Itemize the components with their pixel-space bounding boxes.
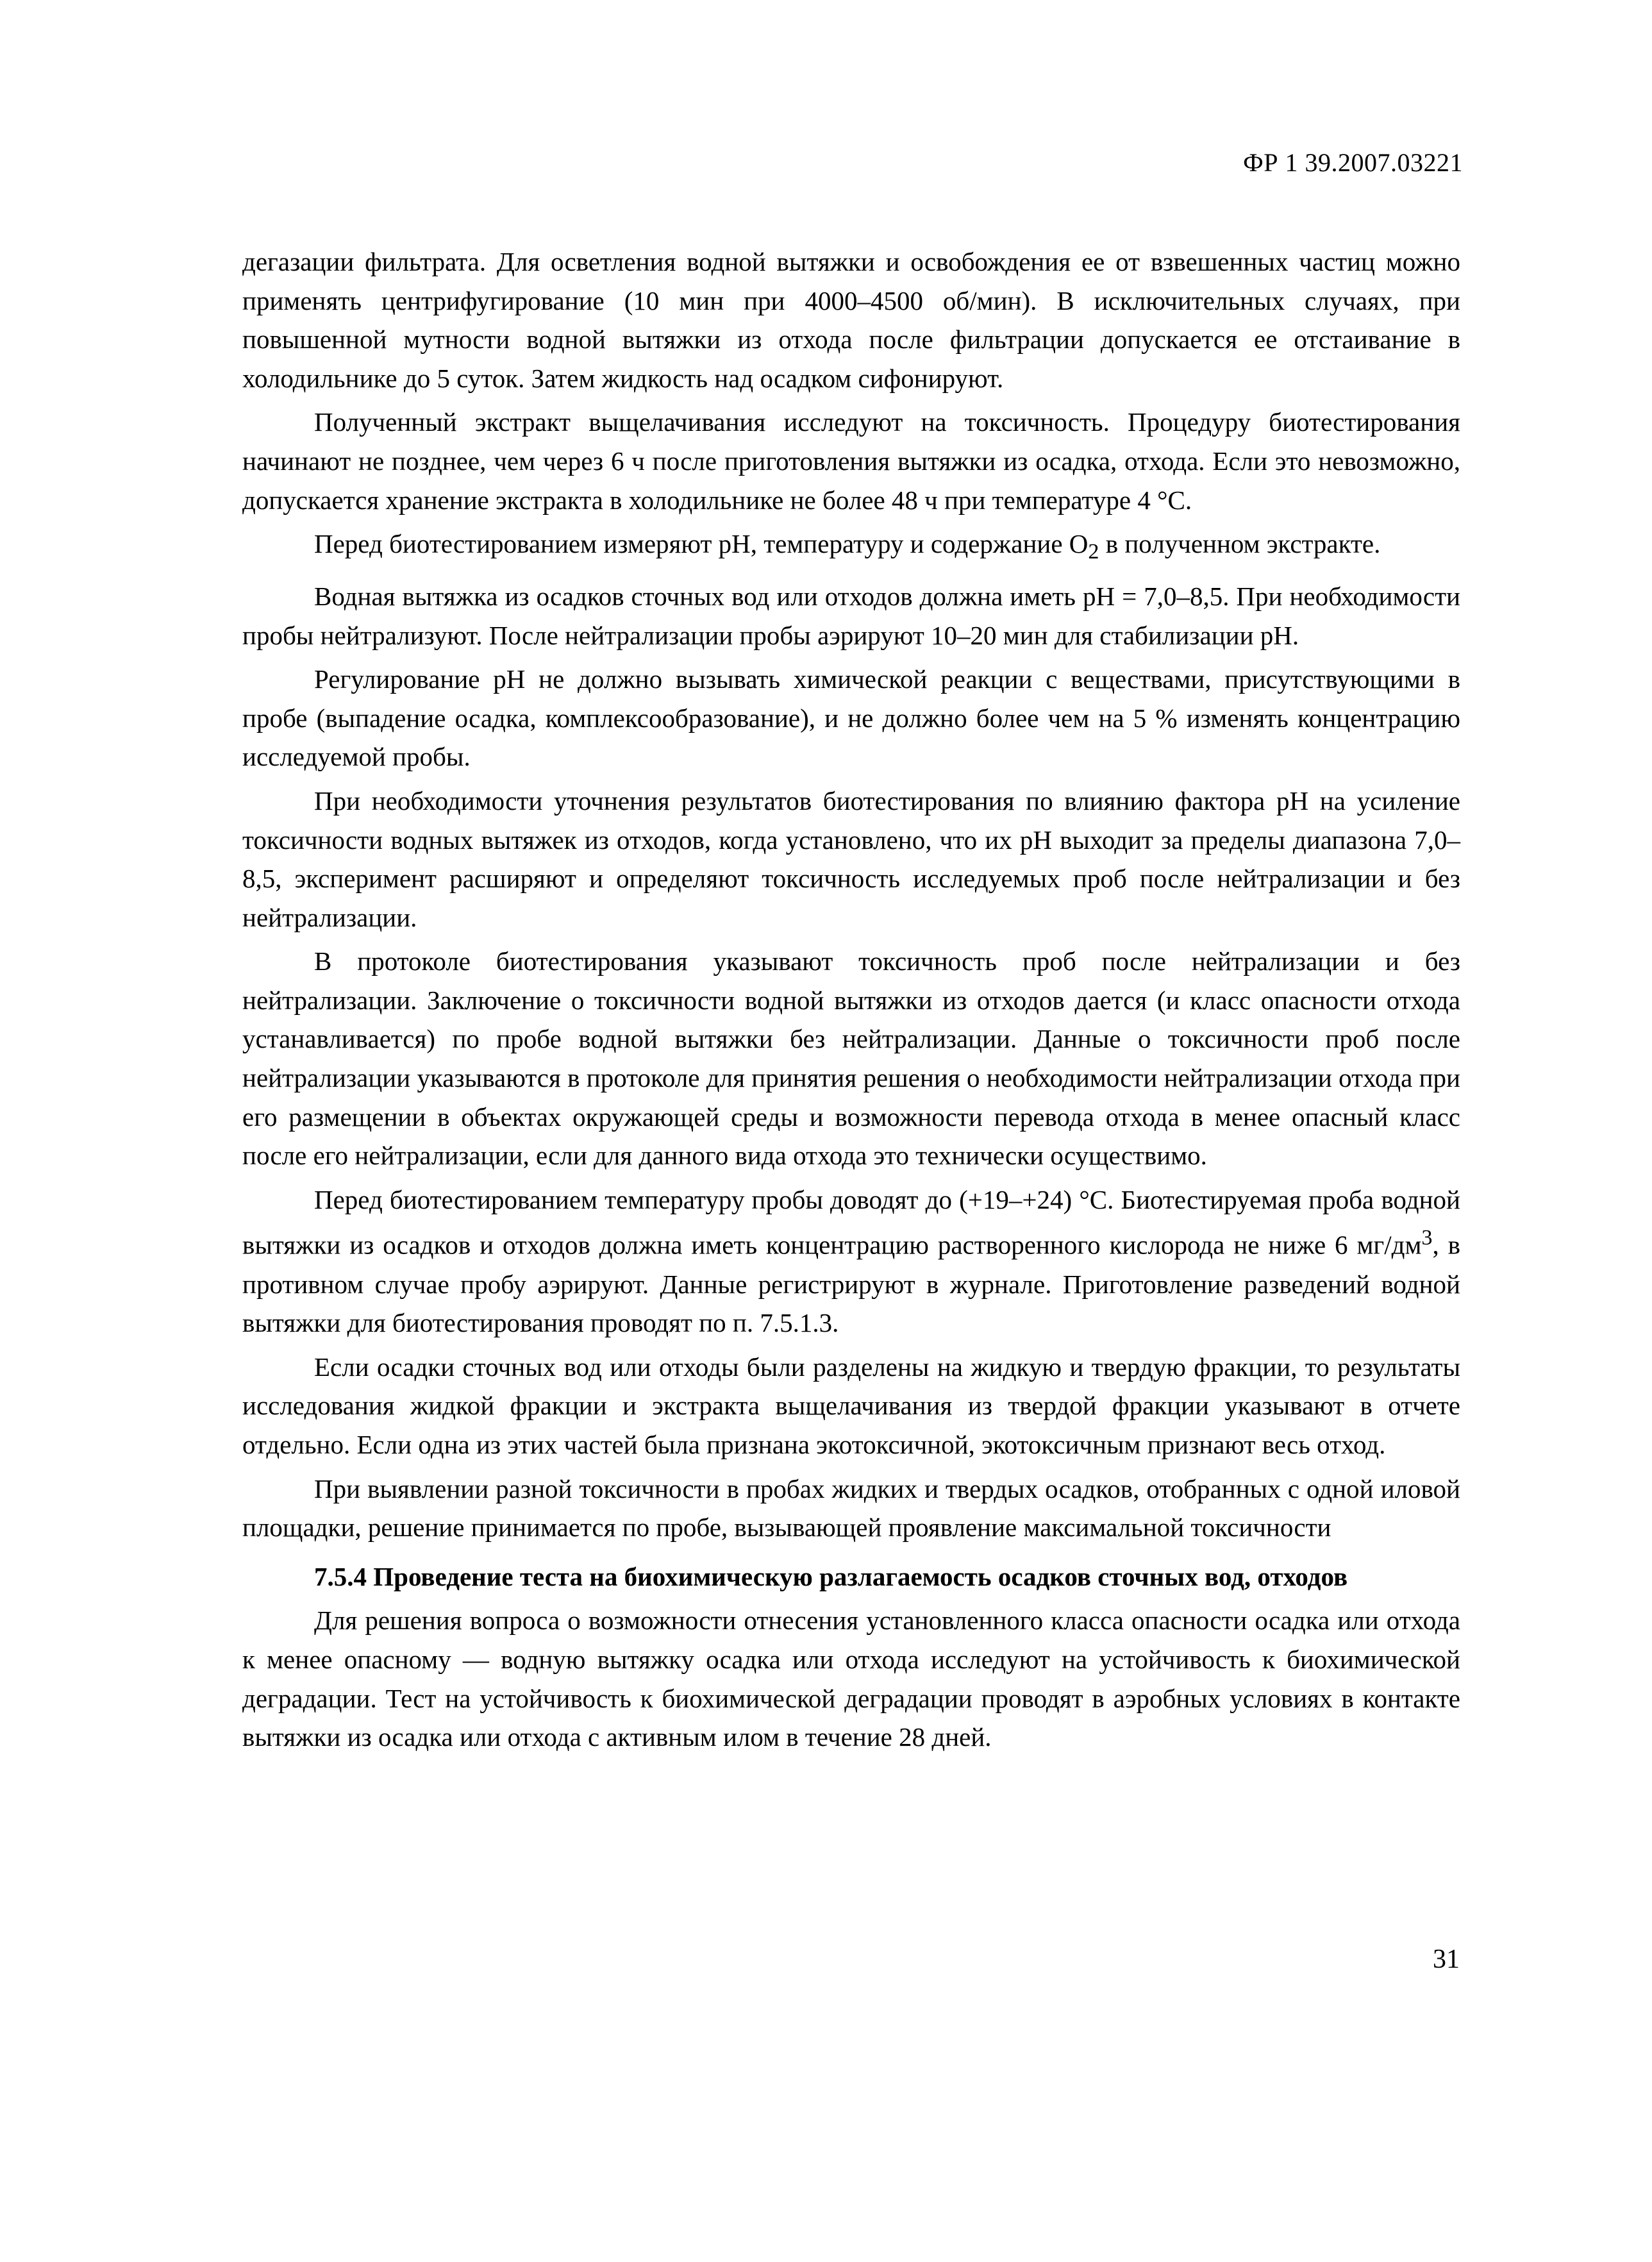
paragraph-extract-toxicity: Полученный экстракт выщелачивания исследуют на токсичность. Процедуру биотестирования начинают не позднее, чем через 6 ч после приготовления вытяжки из осадка, отхода. Если это невозможно, допускается хранение экстракта в холодильнике не более 48 ч при температуре 4 °С.	[242, 407, 1460, 515]
section-heading-7-5-4: 7.5.4 Проведение теста на биохимическую разлагаемость осадков сточных вод, отходов	[314, 1561, 1348, 1591]
paragraph-biodegradation: Для решения вопроса о возможности отнесения установленного класса опасности осадка или отхода к менее опасному — водную вытяжку осадка или отхода исследуют на устойчивость к биохимической деградации. Тест на устойчивость к биохимической деградации проводят в аэробных условиях в контакте вытяжки из осадка или отхода с активным илом в течение 28 дней.	[242, 1605, 1460, 1752]
paragraph-protocol: В протоколе биотестирования указывают токсичность проб после нейтрализации и без нейтрализации. Заключение о токсичности водной вытяжки из отходов дается (и класс опасности отхода устанавливается) по пробе водной вытяжки без нейтрализации. Данные о токсичности проб после нейтрализации указываются в протоколе для принятия решения о необходимости нейтрализации отхода при его размещении в объектах окружающей среды и возможности перевода отхода в менее опасный класс после его нейтрализации, если для данного вида отхода это технически осуществимо.	[242, 946, 1460, 1171]
paragraph-measurements-text: Перед биотестированием измеряют pH, температуру и содержание O	[314, 529, 1089, 559]
paragraph-temperature-text: Перед биотестированием температуру пробы доводят до (+19–+24) °С. Биотестируемая проба водной вытяжки из осадков и отходов должна иметь концентрацию растворенного кислорода не ниже 6 мг/дм	[242, 1184, 1460, 1261]
oxygen-subscript: 2	[1088, 540, 1099, 564]
cubic-superscript: 3	[1421, 1226, 1433, 1250]
paragraph-fractions: Если осадки сточных вод или отходы были разделены на жидкую и твердую фракции, то результаты исследования жидкой фракции и экстракта выщелачивания из твердой фракции указывают в отчете отдельно. Если одна из этих частей была признана экотоксичной, экотоксичным признают весь отход.	[242, 1352, 1460, 1460]
document-body	[242, 242, 1460, 1757]
paragraph-temperature-text-end: , в противном случае пробу аэрируют. Данные регистрируют в журнале. Приготовление разведений водной вытяжки для биотестирования проводят по п. 7.5.1.3.	[242, 1230, 1460, 1338]
paragraph-measurements	[242, 524, 1460, 572]
paragraph-different-toxicity: При выявлении разной токсичности в пробах жидких и твердых осадков, отобранных с одной иловой площадки, решение принимается по пробе, вызывающей проявление максимальной токсичности	[242, 1473, 1460, 1543]
paragraph-ph-regulation: Регулирование pH не должно вызывать химической реакции с веществами, присутствующими в пробе (выпадение осадка, комплексообразование), и не должно более чем на 5 % изменять концентрацию исследуемой пробы.	[242, 664, 1460, 772]
paragraph-measurements-text-end: в полученном экстракте.	[1099, 529, 1381, 559]
paragraph-temperature	[242, 1180, 1460, 1343]
document-code-header: ФР 1 39.2007.03221	[1243, 148, 1463, 177]
page-number: 31	[1433, 1945, 1460, 1974]
paragraph-continuation: дегазации фильтрата. Для осветления водной вытяжки и освобождения ее от взвешенных частиц можно применять центрифугирование (10 мин при 4000–4500 об/мин). В исключительных случаях, при повышенной мутности водной вытяжки из отхода после фильтрации допускается ее отстаивание в холодильнике до 5 суток. Затем жидкость над осадком сифонируют.	[242, 247, 1460, 393]
paragraph-ph-range: Водная вытяжка из осадков сточных вод или отходов должна иметь pH = 7,0–8,5. При необходимости пробы нейтрализуют. После нейтрализации пробы аэрируют 10–20 мин для стабилизации pH.	[242, 581, 1460, 650]
paragraph-ph-factor: При необходимости уточнения результатов биотестирования по влиянию фактора pH на усиление токсичности водных вытяжек из отходов, когда установлено, что их pH выходит за пределы диапазона 7,0–8,5, эксперимент расширяют и определяют токсичность исследуемых проб после нейтрализации и без нейтрализации.	[242, 785, 1460, 932]
